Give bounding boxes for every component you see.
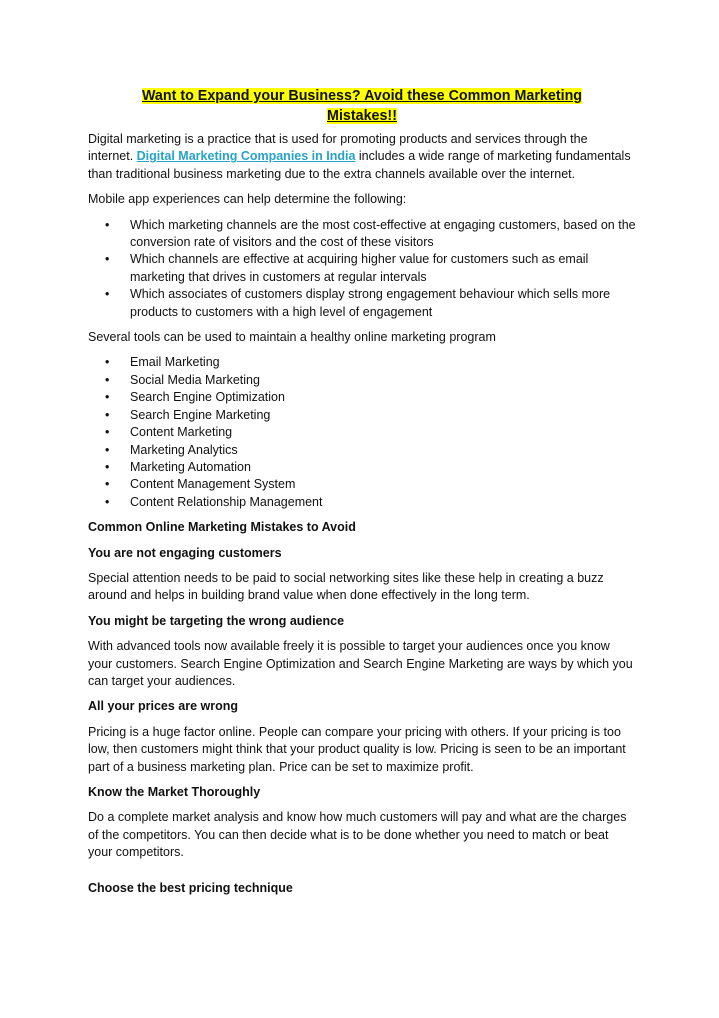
engaging-paragraph: Special attention needs to be paid to social networking sites like these help in creating a buzz around and helps in building brand value when done effectively in the long term. xyxy=(88,570,604,603)
intro-text-before: Digital marketing is a practice that is used for promoting products and services through the internet. xyxy=(88,132,588,164)
bullet-icon: • xyxy=(105,287,110,302)
title-line-2: Mistakes!! xyxy=(327,108,397,124)
intro-paragraph xyxy=(88,131,636,183)
digital-marketing-link[interactable]: Digital Marketing Companies in India xyxy=(136,149,356,164)
list-item-text: Marketing Automation xyxy=(130,459,251,474)
list-item xyxy=(88,251,636,286)
list-item-text: Search Engine Optimization xyxy=(130,390,285,405)
targeting-heading: You might be targeting the wrong audience xyxy=(88,613,345,628)
list-item-text: Content Management System xyxy=(130,477,296,492)
bullet-icon: • xyxy=(105,252,110,267)
bullet-icon: • xyxy=(105,477,110,492)
mobile-intro: Mobile app experiences can help determine the following: xyxy=(88,192,407,207)
bullet-icon: • xyxy=(105,390,110,405)
list-item xyxy=(88,476,636,493)
document-body xyxy=(88,86,636,905)
list-item xyxy=(88,424,636,441)
list-item-text: Which associates of customers display strong engagement behaviour which sells more products to customers with a high level of engagement xyxy=(130,287,611,319)
list-item xyxy=(88,286,636,321)
market-heading: Know the Market Thoroughly xyxy=(88,785,261,799)
bullet-icon: • xyxy=(105,217,110,232)
list-item xyxy=(88,217,636,252)
list-item-text: Which channels are effective at acquiring higher value for customers such as email marketing that drives in customers at regular intervals xyxy=(130,252,589,284)
list-item xyxy=(88,442,636,459)
list-item-text: Content Relationship Management xyxy=(130,494,323,509)
tools-intro: Several tools can be used to maintain a healthy online marketing program xyxy=(88,330,496,345)
tools-list xyxy=(88,354,636,511)
intro-text-after: includes a wide range of marketing fundamentals than traditional business marketing due to the extra channels available over the internet. xyxy=(88,149,631,181)
list-item-text: Marketing Analytics xyxy=(130,442,238,457)
bullet-icon: • xyxy=(105,355,110,370)
list-item xyxy=(88,389,636,406)
targeting-paragraph: With advanced tools now available freely it is possible to target your audiences once you know your customers. Search Engine Optimization and Search Engine Marketing are ways by which you can target your audiences. xyxy=(88,639,633,688)
prices-heading: All your prices are wrong xyxy=(88,699,239,714)
mistakes-heading: Common Online Marketing Mistakes to Avoid xyxy=(88,520,356,535)
bullet-icon: • xyxy=(105,425,110,440)
list-item-text: Email Marketing xyxy=(130,355,220,370)
bullet-icon: • xyxy=(105,442,110,457)
list-item xyxy=(88,459,636,476)
list-item xyxy=(88,407,636,424)
bullet-icon: • xyxy=(105,494,110,509)
bullet-icon: • xyxy=(105,372,110,387)
bullet-icon: • xyxy=(105,459,110,474)
spacer xyxy=(88,870,636,880)
market-paragraph: Do a complete market analysis and know how much customers will pay and what are the charges of the competitors. You can then decide what is to be done whether you need to match or beat your competitors. xyxy=(88,810,627,860)
bullet-icon: • xyxy=(105,407,110,422)
list-item xyxy=(88,372,636,389)
pricing-technique-heading: Choose the best pricing technique xyxy=(88,880,293,895)
list-item xyxy=(88,354,636,371)
list-item-text: Search Engine Marketing xyxy=(130,407,271,422)
list-item-text: Which marketing channels are the most cost-effective at engaging customers, based on the conversion rate of visitors and the cost of these visitors xyxy=(130,217,636,250)
prices-paragraph: Pricing is a huge factor online. People can compare your pricing with others. If your pricing is too low, then customers might think that your product quality is low. Pricing is seen to be an important part of a business marketing plan. Price can be set to maximize profit. xyxy=(88,724,626,774)
list-item-text: Content Marketing xyxy=(130,425,233,440)
mobile-points-list xyxy=(88,217,636,321)
page-title xyxy=(88,86,636,126)
engaging-heading: You are not engaging customers xyxy=(88,545,282,560)
list-item-text: Social Media Marketing xyxy=(130,372,260,387)
list-item xyxy=(88,494,636,511)
title-line-1: Want to Expand your Business? Avoid these Common Marketing xyxy=(141,88,583,104)
